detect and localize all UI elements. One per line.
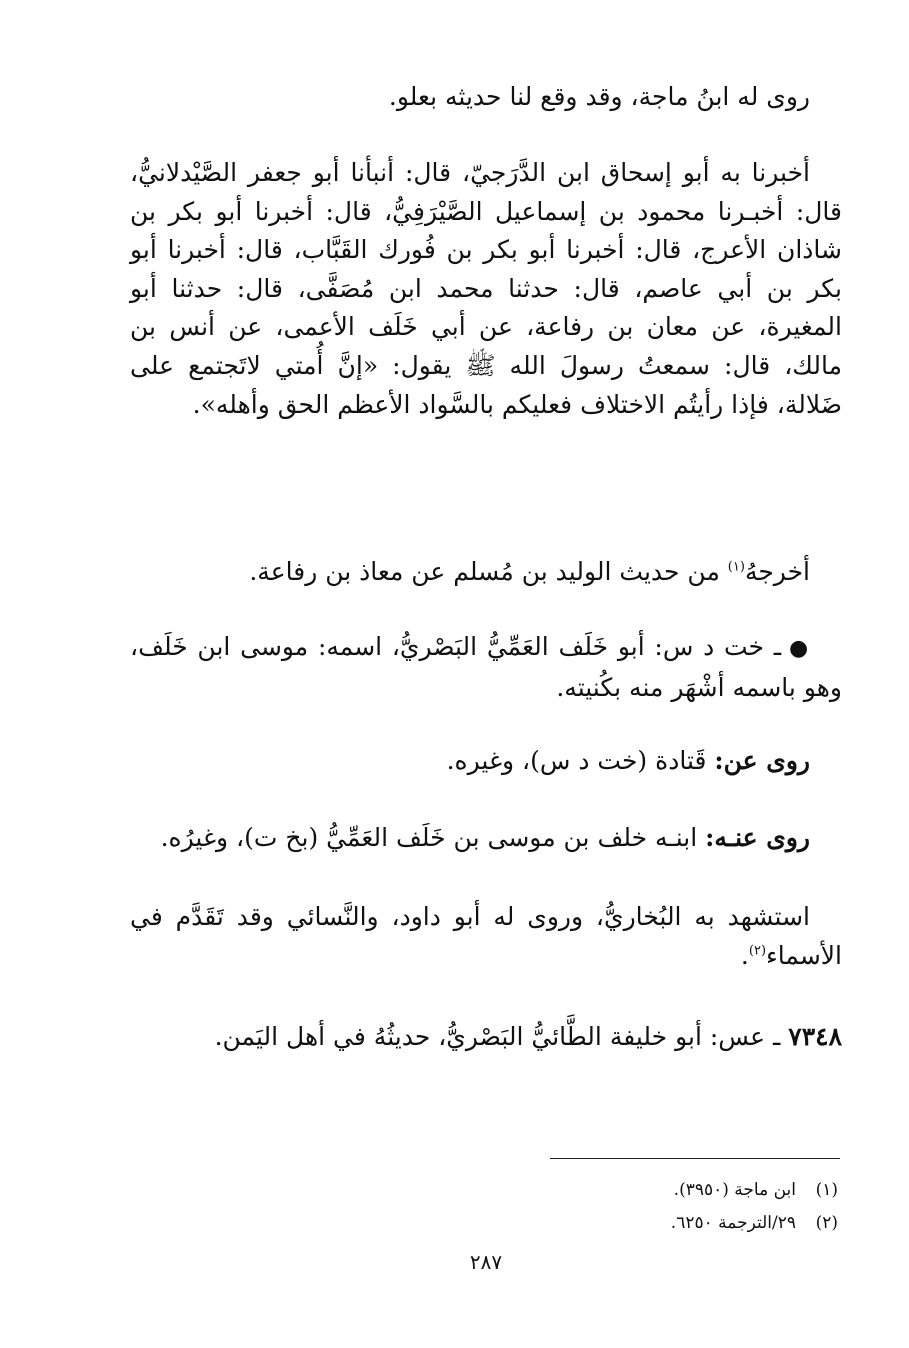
bullet-icon: ●: [789, 636, 810, 661]
paragraph-1: [130, 78, 842, 117]
rawa-an: [130, 742, 842, 781]
footnote-2-text: ٢٩/الترجمة ٦٢٥٠.: [670, 1213, 796, 1233]
entry-7348: [130, 1018, 842, 1057]
istashhad-text: استشهد به البُخاريُّ، وروى له أبو داود، والنَّسائي وقد تَقَدَّم في الأسماء: [130, 902, 842, 970]
entry-abu-khalaf: [130, 628, 842, 707]
rawa-an-text: قَتادة (خت د س)، وغيره.: [446, 746, 715, 775]
footnote-ref-1[interactable]: (١): [727, 559, 745, 575]
footnote-1: [138, 1178, 838, 1202]
footnote-1-number: (١): [815, 1180, 838, 1200]
paragraph-takhrij: [130, 553, 842, 592]
footnote-divider: [550, 1158, 840, 1159]
rawa-anhu: [130, 819, 842, 858]
entry-number: ٧٣٤٨: [788, 1022, 842, 1051]
page-number: ٢٨٧: [469, 1250, 503, 1274]
takhrij-text: من حديث الوليد بن مُسلم عن معاذ بن رفاعة.: [249, 557, 728, 586]
footnote-2: [138, 1211, 838, 1235]
entry-7348-text: ـ عس: أبو خليفة الطَّائيُّ البَصْريُّ، حديثُهُ في أهل اليَمن.: [214, 1022, 789, 1051]
page-body: [130, 78, 842, 1318]
footnote-1-text: ابن ماجة (٣٩٥٠).: [673, 1180, 796, 1200]
entry-abu-khalaf-text: ـ خت د س: أبو خَلَف العَمِّيُّ البَصْريُّ، اسمه: موسى ابن خَلَف، وهو باسمه أشْهَر منه بكُنيته.: [130, 632, 842, 702]
istashhad: [130, 898, 842, 975]
isnad-text: أخبرنا به أبو إسحاق ابن الدَّرَجيّ، قال: أنبأنا أبو جعفر الصَّيْدلانيُّ، قال: أخبـرنا محمود بن إسماعيل الصَّيْرَفِيُّ، قال: أخبرنا أبو بكر بن شاذان الأعرج، قال: أخبرنا أبو بكر بن فُورك القَبَّاب، قال: أخبرنا أبو بكر بن أبي عاصم، قال: حدثنا محمد ابن مُصَفَّى، قال: حدثنا أبو المغيرة، عن معان بن رفاعة، عن أبي خَلَف الأعمى، عن أنس بن مالك، قال: سمعتُ رسولَ الله ﷺ يقول: «إنَّ أُمتي لاتَجتمع على ضَلالة، فإذا رأيتُم الاختلاف فعليكم بالسَّواد الأعظم الحق وأهله».: [130, 158, 842, 419]
paragraph-1-text: روى له ابنُ ماجة، وقد وقع لنا حديثه بعلو.: [388, 82, 810, 111]
paragraph-isnad: [130, 154, 842, 424]
takhrij-word: أخرجهُ: [744, 557, 810, 586]
istashhad-end: .: [740, 940, 749, 970]
rawa-anhu-text: ابنـه خلف بن موسى بن خَلَف العَمِّيُّ (بخ ت)، وغيرُه.: [160, 823, 706, 852]
rawa-an-label: روى عن:: [714, 746, 810, 775]
footnote-2-number: (٢): [815, 1213, 838, 1233]
footnote-ref-2[interactable]: (٢): [748, 943, 767, 959]
rawa-anhu-label: روى عنـه:: [705, 823, 810, 852]
